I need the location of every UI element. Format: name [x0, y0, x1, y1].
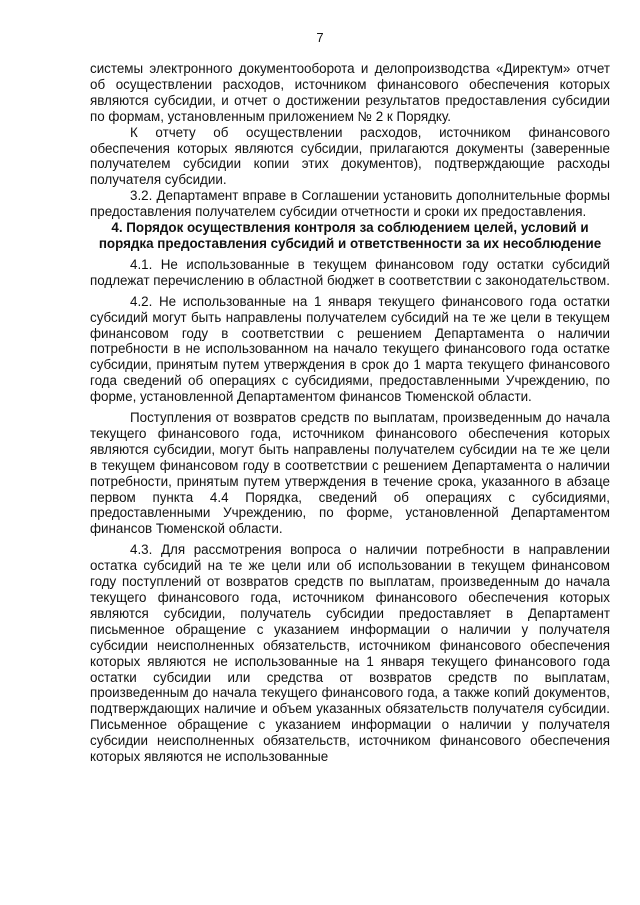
paragraph-returns: Поступления от возвратов средств по выплатам, произведенным до начала текущего финансового года, источником финансового обеспечения которых являются субсидии, могут быть направлены получателем субсидии на те же цели в текущем финансовом году в соответствии с решением Департамента о наличии потребности, принятым путем утверждения в течение срока, указанного в абзаце первом пункта 4.4 Порядка, сведений об операциях с субсидиями, предоставленными Учреждению, по форме, установленной Департаментом финансов Тюменской области.	[90, 410, 610, 537]
paragraph-4-3: 4.3. Для рассмотрения вопроса о наличии потребности в направлении остатка субсидий на те же цели или об использовании в текущем финансовом году поступлений от возвратов средств по выплатам, произведенным до начала текущего финансового года, источником финансового обеспечения которых являются субсидии, получатель субсидии предоставляет в Департамент письменное обращение с указанием информации о наличии у получателя субсидии неисполненных обязательств, источником финансового обеспечения которых являются не использованные на 1 января текущего финансового года остатки субсидии или средства от возвратов средств по выплатам, произведенным до начала текущего финансового года, а также копий документов, подтверждающих наличие и объем указанных обязательств получателя субсидии. Письменное обращение с указанием информации о наличии у получателя субсидии неисполненных обязательств, источником финансового обеспечения которых являются не использованные	[90, 542, 610, 765]
paragraph-3-2: 3.2. Департамент вправе в Соглашении установить дополнительные формы предоставления получателем субсидии отчетности и сроки их предоставления.	[90, 188, 610, 220]
document-body	[90, 61, 610, 765]
paragraph-continuation: системы электронного документооборота и делопроизводства «Директум» отчет об осуществлении расходов, источником финансового обеспечения которых являются субсидии, и отчет о достижении результатов предоставления субсидии по формам, установленным приложением № 2 к Порядку.	[90, 61, 610, 124]
paragraph-report-attachments: К отчету об осуществлении расходов, источником финансового обеспечения которых являются субсидии, прилагаются документы (заверенные получателем субсидии копии этих документов), подтверждающие расходы получателя субсидии.	[90, 124, 610, 188]
paragraph-4-1: 4.1. Не использованные в текущем финансовом году остатки субсидий подлежат перечислению в областной бюджет в соответствии с законодательством.	[90, 256, 610, 288]
page-number: 7	[316, 30, 324, 45]
section-heading-4: 4. Порядок осуществления контроля за соблюдением целей, условий и порядка предоставления субсидий и ответственности за их несоблюдение	[98, 220, 602, 251]
paragraph-4-2: 4.2. Не использованные на 1 января текущего финансового года остатки субсидий могут быть направлены получателем субсидий на те же цели в текущем финансовом году в соответствии с решением Департамента о наличии потребности в не использованном на начало текущего финансового года остатке субсидии, принятым путем утверждения в срок до 1 марта текущего финансового года сведений об операциях с субсидиями, предоставленными Учреждению, по форме, установленной Департаментом финансов Тюменской области.	[90, 293, 610, 405]
